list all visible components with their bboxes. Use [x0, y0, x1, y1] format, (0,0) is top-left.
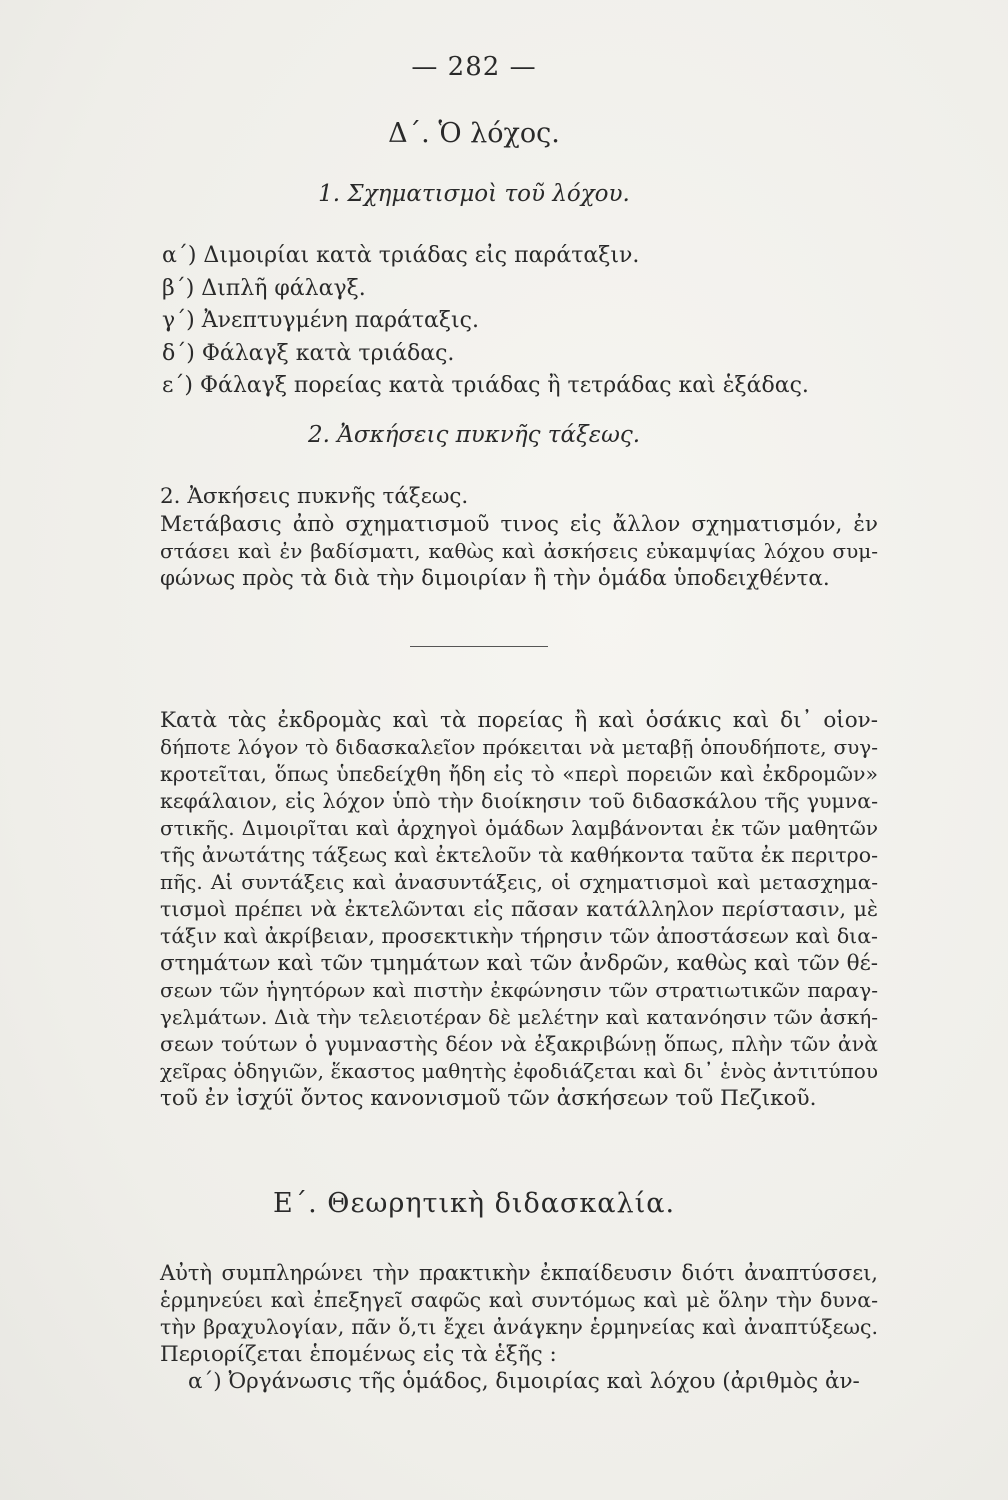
text-line: τάξιν καὶ ἀκρίβειαν, προσεκτικὴν τήρησιν τῶν ἀποστάσεων καὶ δια- — [160, 924, 878, 948]
text-line: δήποτε λόγον τὸ διδασκαλεῖον πρόκειται νὰ μεταβῇ ὁπουδήποτε, συγ- — [160, 735, 878, 759]
text-line: κεφάλαιον, εἰς λόχον ὑπὸ τὴν διοίκησιν τοῦ διδασκάλου τῆς γυμνα- — [160, 789, 878, 813]
list-item: δ΄) Φάλαγξ κατὰ τριάδας. — [162, 340, 455, 366]
text-line: κροτεῖται, ὅπως ὑπεδείχθη ἤδη εἰς τὸ «περὶ πορειῶν καὶ ἐκδρομῶν» — [160, 762, 878, 786]
company-paragraph — [160, 707, 878, 1112]
text-line: πῆς. Αἱ συντάξεις καὶ ἀνασυντάξεις, οἱ σχηματισμοὶ καὶ μετασχημα- — [160, 870, 878, 894]
exercise-paragraph — [160, 511, 878, 592]
section-e-title: Ε΄. Θεωρητικὴ διδασκαλία. — [272, 1188, 676, 1219]
text-line: Περιορίζεται ἑπομένως εἰς τὰ ἑξῆς : — [160, 1342, 557, 1367]
text-line: τισμοὶ πρέπει νὰ ἐκτελῶνται εἰς πᾶσαν κατάλληλον περίστασιν, μὲ — [160, 897, 878, 921]
page-number: — 282 — — [411, 52, 537, 82]
text-line: στημάτων καὶ τῶν τμημάτων καὶ τῶν ἀνδρῶν, καθὼς καὶ τῶν θέ- — [160, 951, 878, 976]
list-item: γ΄) Ἀνεπτυγμένη παράταξις. — [162, 308, 479, 333]
formation-list — [162, 240, 809, 403]
text-line: γελμάτων. Διὰ τὴν τελειοτέραν δὲ μελέτην καὶ κατανόησιν τῶν ἀσκή- — [160, 1005, 878, 1029]
text-line: σεων τῶν ἡγητόρων καὶ πιστὴν ἐκφώνησιν τῶν στρατιωτικῶν παραγ- — [160, 978, 878, 1002]
text-line: Μετάβασις ἀπὸ σχηματισμοῦ τινος εἰς ἄλλον σχηματισμόν, ἐν — [160, 512, 878, 537]
subsection-1-title: 1. Σχηματισμοὶ τοῦ λόχου. — [318, 181, 630, 207]
exercise-heading: 2. Ἀσκήσεις πυκνῆς τάξεως. — [160, 484, 469, 509]
text-line: χεῖρας ὁδηγιῶν, ἕκαστος μαθητὴς ἐφοδιάζεται καὶ δι᾽ ἑνὸς ἀντιτύπου — [160, 1059, 878, 1083]
text-line: στικῆς. Διμοιρῖται καὶ ἀρχηγοὶ ὁμάδων λαμβάνονται ἐκ τῶν μαθητῶν — [160, 816, 878, 840]
text-line: τῆς ἀνωτάτης τάξεως καὶ ἐκτελοῦν τὰ καθήκοντα ταῦτα ἐκ περιτρο- — [160, 843, 878, 867]
text-line: ἑρμηνεύει καὶ ἐπεξηγεῖ σαφῶς καὶ συντόμως καὶ μὲ ὅλην τὴν δυνα- — [160, 1288, 878, 1312]
section-d-title: Δ΄. Ὁ λόχος. — [388, 118, 560, 149]
text-line: σεων τούτων ὁ γυμναστὴς δέον νὰ ἐξακριβώνῃ ὅπως, πλὴν τῶν ἀνὰ — [160, 1032, 878, 1056]
text-line: Αὐτὴ συμπληρώνει τὴν πρακτικὴν ἐκπαίδευσιν διότι ἀναπτύσσει, — [160, 1261, 878, 1285]
theory-paragraph — [160, 1260, 878, 1395]
list-item: ε΄) Φάλαγξ πορείας κατὰ τριάδας ἢ τετράδας καὶ ἑξάδας. — [162, 373, 809, 398]
subsection-2-title: 2. Ἀσκήσεις πυκνῆς τάξεως. — [307, 422, 641, 448]
list-item: α΄) Διμοιρίαι κατὰ τριάδας εἰς παράταξιν. — [162, 243, 640, 268]
text-line: στάσει καὶ ἐν βαδίσματι, καθὼς καὶ ἀσκήσεις εὐκαμψίας λόχου συμ- — [160, 539, 878, 563]
text-line: Κατὰ τὰς ἐκδρομὰς καὶ τὰ πορείας ἢ καὶ ὁσάκις καὶ δι᾽ οἱον- — [160, 708, 878, 733]
list-item: β΄) Διπλῆ φάλαγξ. — [162, 275, 366, 301]
text-line: τὴν βραχυλογίαν, πᾶν ὅ,τι ἔχει ἀνάγκην ἑρμηνείας καὶ ἀναπτύξεως. — [160, 1315, 878, 1339]
text-line: α΄) Ὀργάνωσις τῆς ὁμάδος, διμοιρίας καὶ λόχου (ἀριθμὸς ἀν- — [188, 1369, 860, 1394]
text-line: φώνως πρὸς τὰ διὰ τὴν διμοιρίαν ἢ τὴν ὁμάδα ὑποδειχθέντα. — [160, 566, 830, 591]
text-line: τοῦ ἐν ἰσχύϊ ὄντος κανονισμοῦ τῶν ἀσκήσεων τοῦ Πεζικοῦ. — [160, 1086, 817, 1111]
section-divider — [410, 646, 548, 647]
